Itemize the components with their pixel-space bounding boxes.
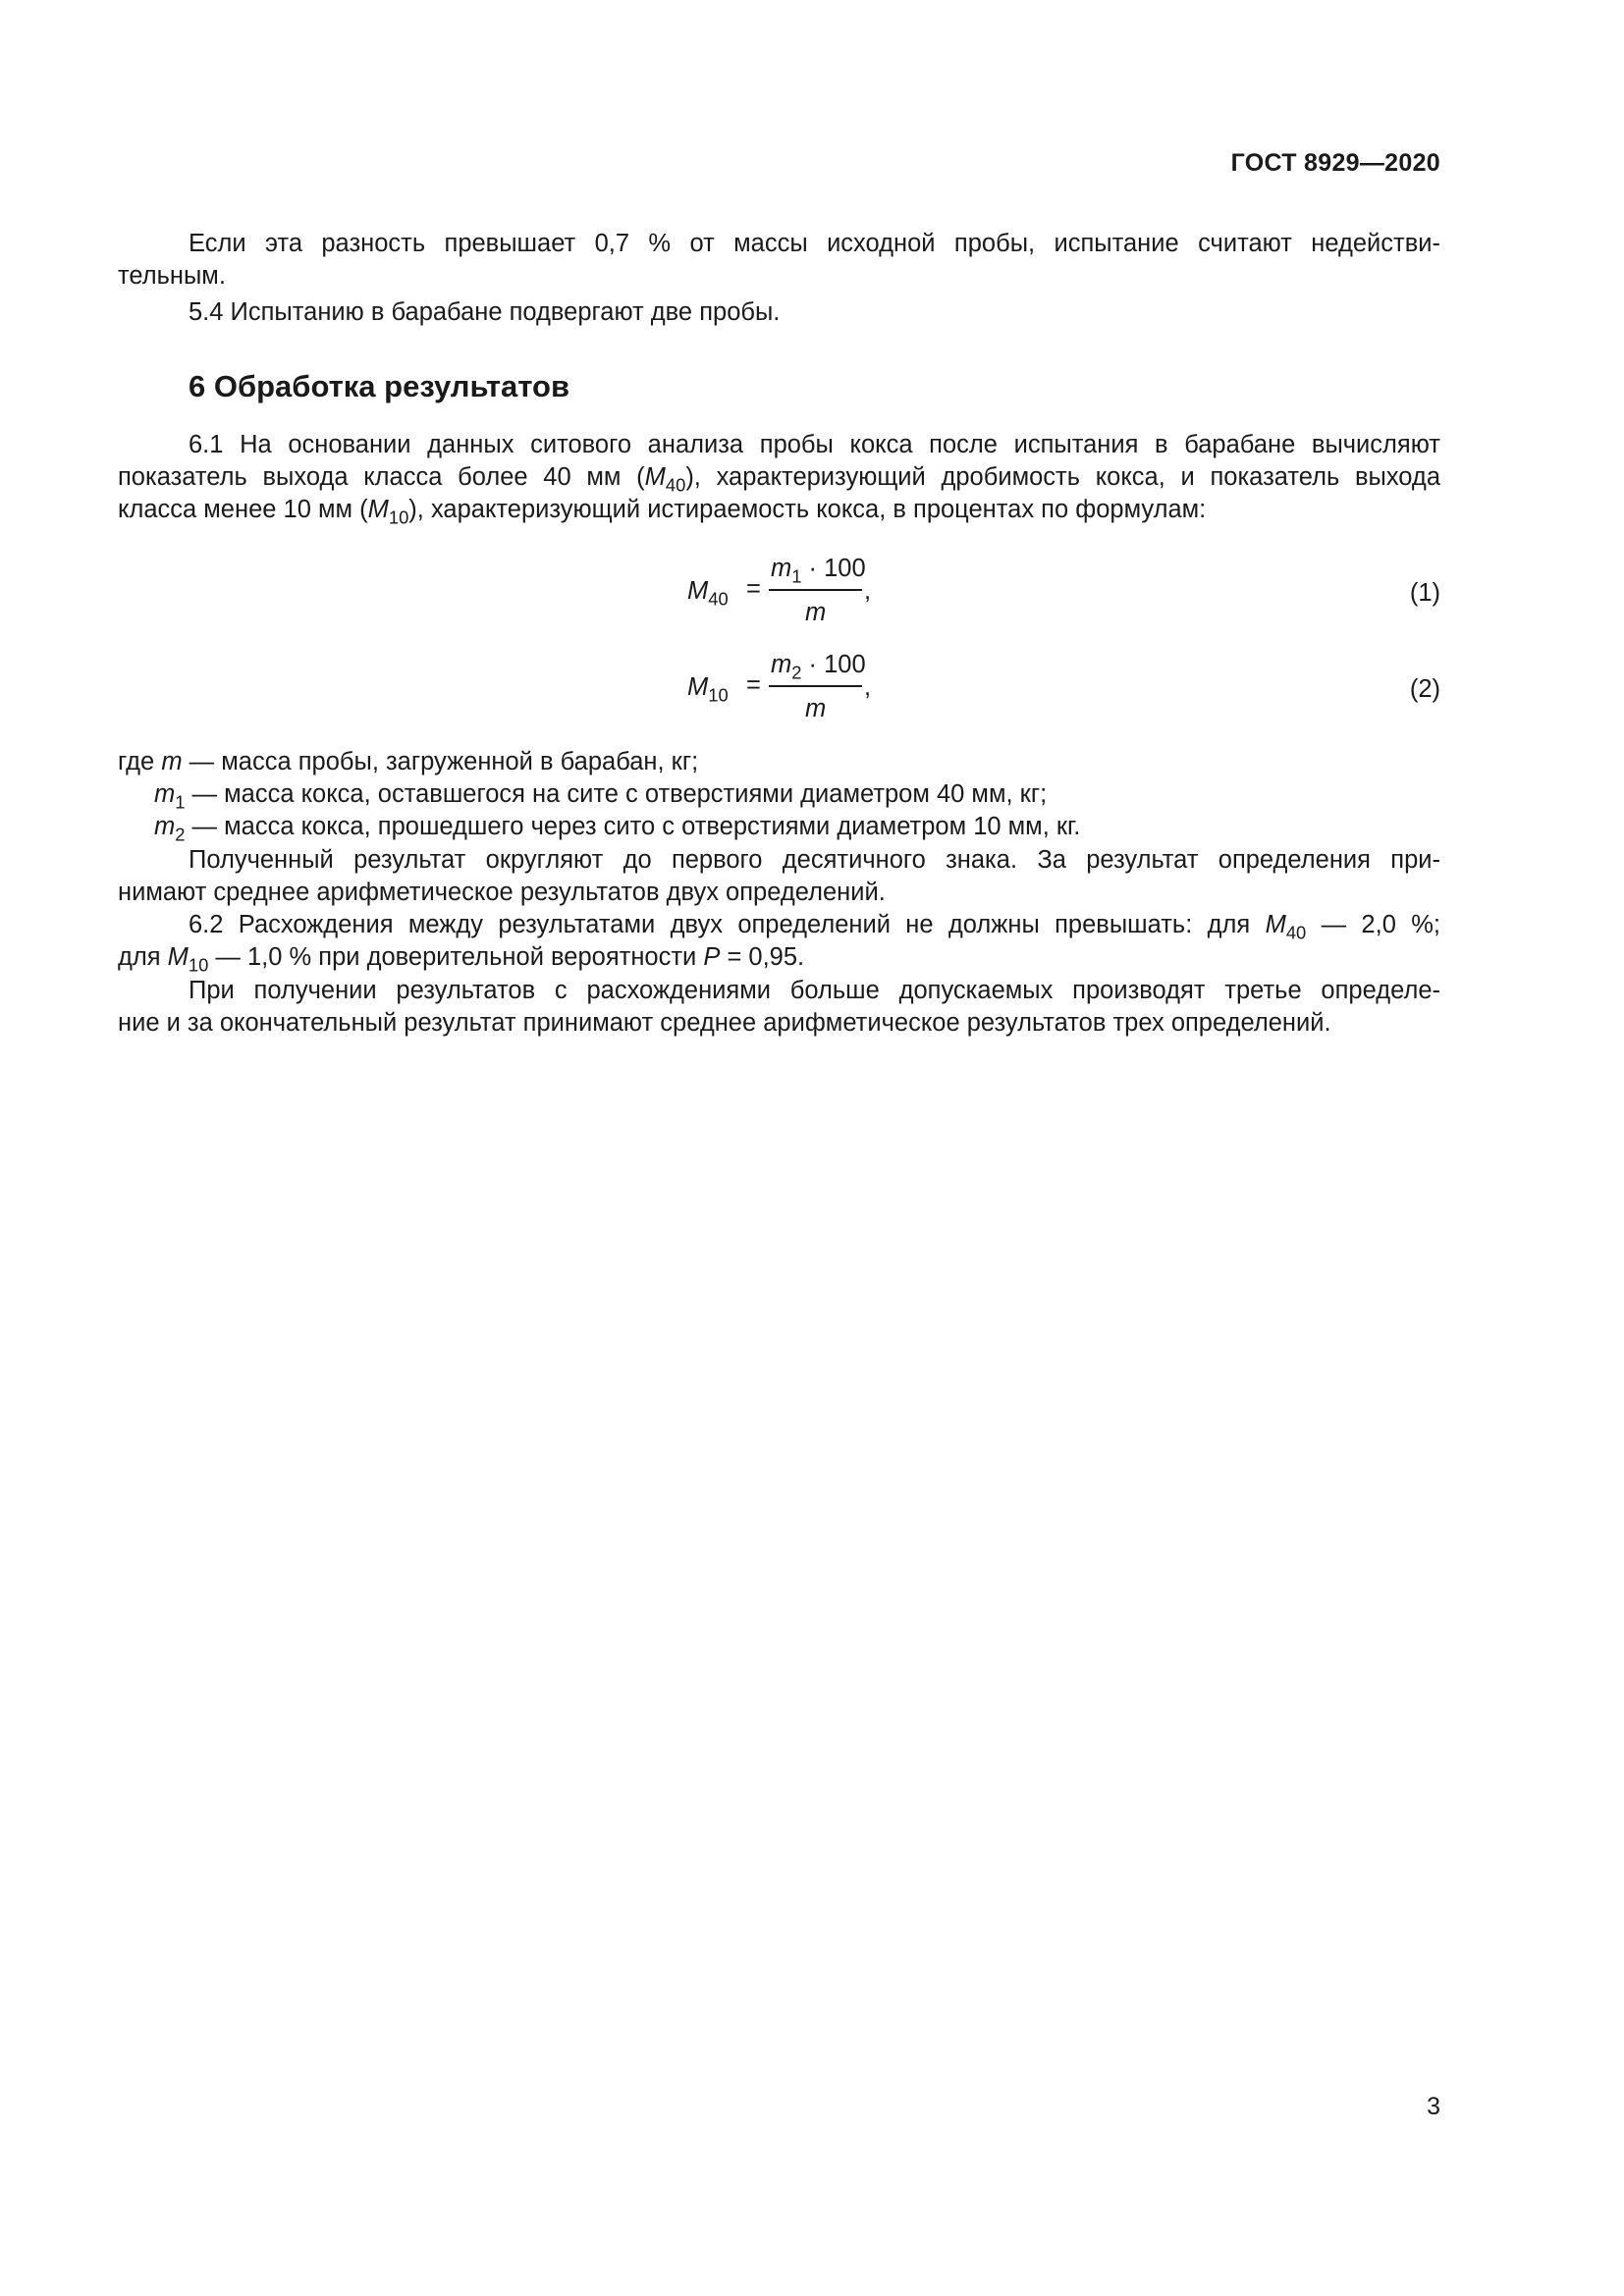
document-code-header: ГОСТ 8929—2020 (1230, 149, 1440, 177)
paragraph-6-1-line3: класса менее 10 мм $(M_{10})$, характеризующий истираемость кокса, в процентах по формулам: (118, 496, 1207, 528)
paragraph-difference-line2: тельным. (118, 262, 226, 290)
formula-2-lhs: $M_{10}$ (687, 673, 729, 706)
formula-2-comma: , (864, 673, 872, 701)
formula-2-number: (2) (1409, 675, 1440, 703)
formula-2-fraction-bar (769, 685, 862, 687)
paragraph-6-2-line2: для $M_{10}$ — 1,0 % при доверительной вероятности P = 0,95. (118, 943, 805, 976)
paragraph-rounding-line2: нимают среднее арифметическое результатов двух определений. (118, 879, 886, 906)
formula-1-lhs: $M_{40}$ (687, 577, 729, 610)
formula-2-denominator: m (805, 695, 827, 722)
paragraph-rounding-line1: Полученный результат округляют до первого десятичного знака. За результат определения при- (189, 846, 1440, 874)
paragraph-final-line1: При получении результатов с расхождениями больше допускаемых производят третье определе- (189, 977, 1440, 1004)
where-line-m: где m — масса пробы, загруженной в барабан, кг; (118, 748, 699, 775)
paragraph-difference-line1: Если эта разность превышает 0,7 % от массы исходной пробы, испытание считают недействи- (189, 230, 1440, 257)
where-line-m2: $m_2$ — масса кокса, прошедшего через сито с отверстиями диаметром 10 мм, кг. (154, 813, 1081, 845)
formula-1-fraction-bar (769, 589, 862, 591)
formula-1-comma: , (864, 577, 872, 605)
formula-1-numerator: $m_1 \cdot 100$ (771, 555, 866, 587)
formula-1-equals: = (746, 575, 761, 603)
section-heading: 6 Обработка результатов (189, 369, 570, 403)
paragraph-6-1-line2: показатель выхода класса более 40 мм $(M_{40})$, характеризующий дробимость кокса, и показатель выхода (118, 463, 1440, 496)
paragraph-6-1-line1: 6.1 На основании данных ситового анализа пробы кокса после испытания в барабане вычисляют (189, 431, 1440, 458)
paragraph-6-2-line1: 6.2 Расхождения между результатами двух определений не должны превышать: для $M_{40}$ — 2,0 %; (189, 911, 1440, 943)
paragraph-final-line2: ние и за окончательный результат принимают среднее арифметическое результатов трех определений. (118, 1009, 1331, 1037)
where-line-m1: $m_1$ — масса кокса, оставшегося на сите с отверстиями диаметром 40 мм, кг; (154, 780, 1048, 813)
paragraph-5-4: 5.4 Испытанию в барабане подвергают две пробы. (189, 298, 781, 326)
formula-2-numerator: $m_2 \cdot 100$ (771, 651, 866, 683)
page-number: 3 (1427, 2093, 1440, 2120)
formula-1-denominator: m (805, 599, 827, 626)
formula-1-number: (1) (1409, 579, 1440, 607)
formula-2-equals: = (746, 671, 761, 699)
